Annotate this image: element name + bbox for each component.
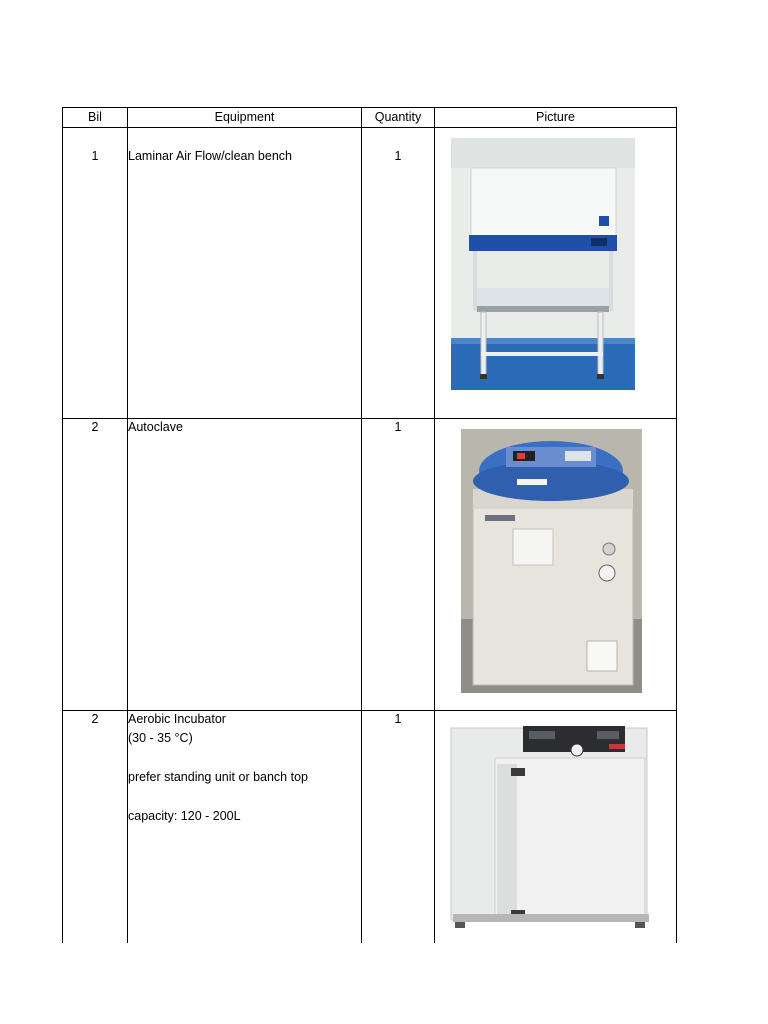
quantity-value: 1	[394, 712, 402, 726]
column-divider	[361, 107, 362, 943]
row-number: 1	[91, 149, 99, 163]
row-number: 2	[91, 712, 99, 726]
incubator-icon	[449, 724, 651, 934]
column-divider	[434, 107, 435, 943]
equipment-name: Autoclave	[128, 420, 183, 434]
column-divider	[62, 107, 63, 943]
equipment-name: Aerobic Incubator	[128, 712, 226, 726]
equipment-detail: capacity: 120 - 200L	[128, 809, 241, 823]
incubator-picture	[449, 724, 651, 934]
autoclave-icon	[461, 429, 642, 693]
header-quantity: Quantity	[374, 110, 422, 124]
column-divider	[676, 107, 677, 943]
autoclave-picture	[461, 429, 642, 693]
equipment-detail: prefer standing unit or banch top	[128, 770, 308, 784]
row-number: 2	[91, 420, 99, 434]
quantity-value: 1	[394, 420, 402, 434]
laminar-air-flow-picture	[451, 138, 635, 390]
quantity-value: 1	[394, 149, 402, 163]
laminar-air-flow-cabinet-icon	[451, 138, 635, 390]
header-picture: Picture	[536, 110, 575, 124]
equipment-name: Laminar Air Flow/clean bench	[128, 149, 292, 163]
header-bil: Bil	[88, 110, 102, 124]
header-equipment: Equipment	[214, 110, 275, 124]
equipment-detail: (30 - 35 °C)	[128, 731, 193, 745]
